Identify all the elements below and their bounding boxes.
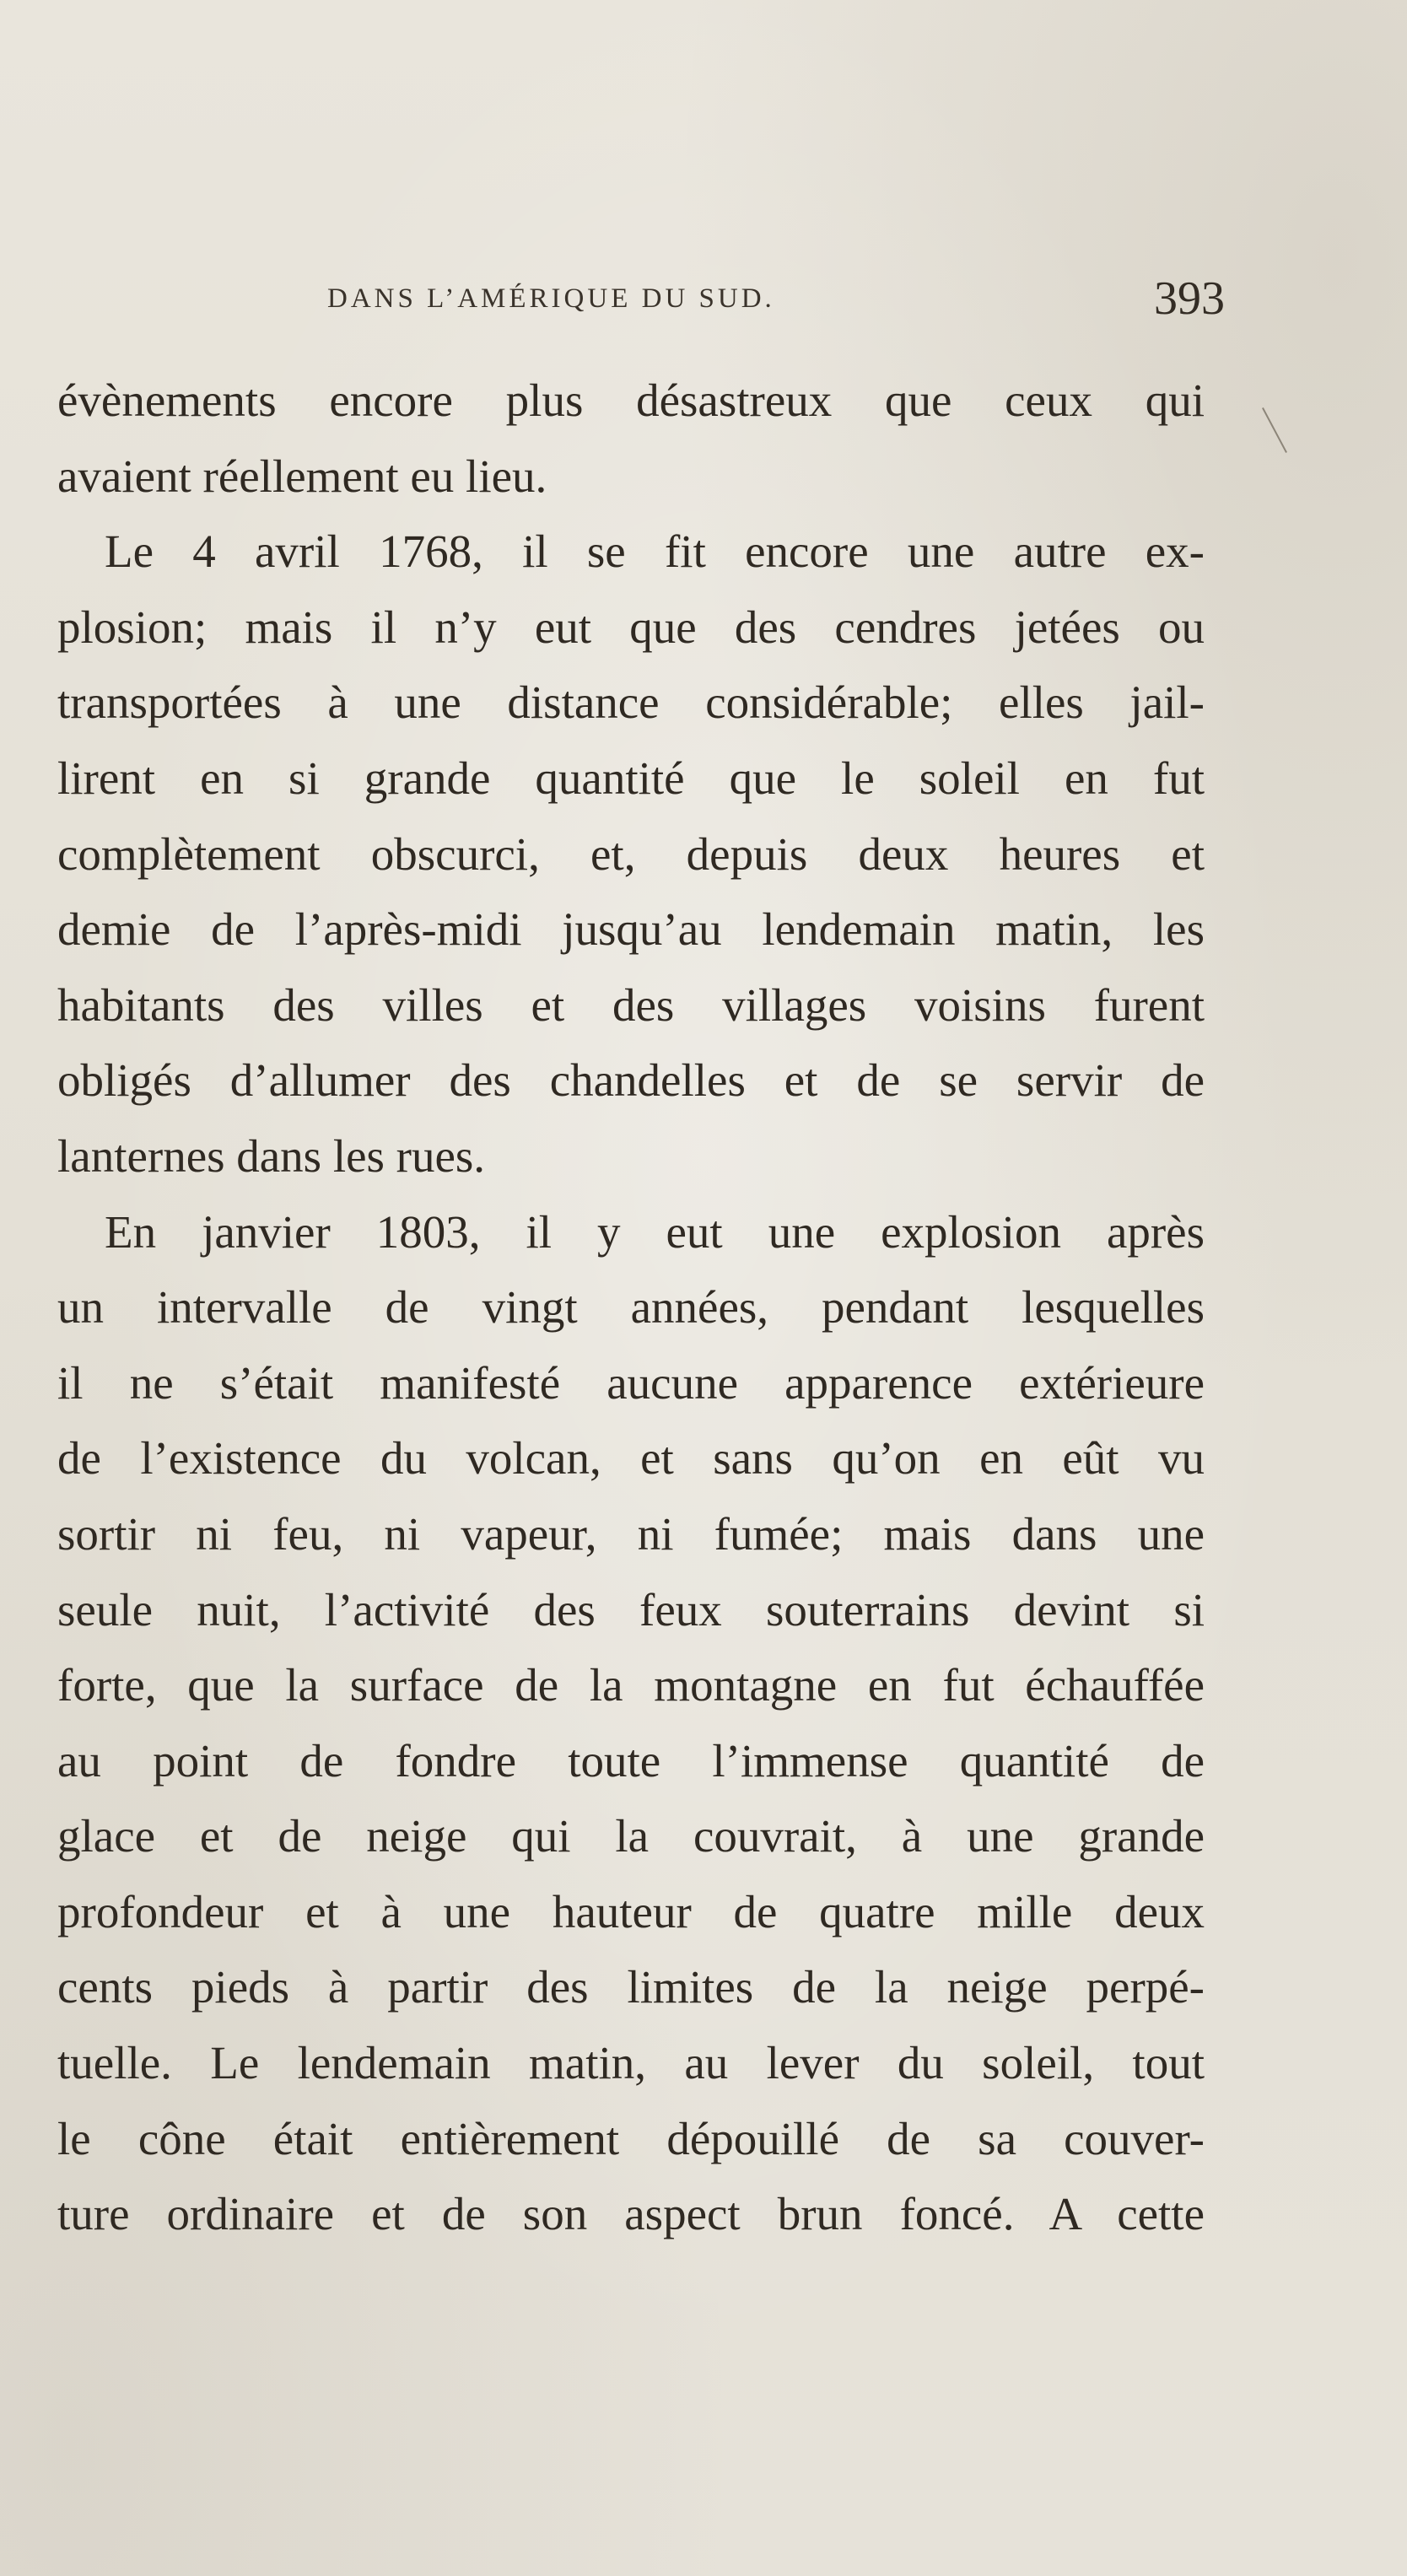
- text-line: seule nuit, l’activité des feux souterrains devint si: [57, 1583, 1205, 1636]
- text-line: évènements encore plus désastreux que ceux qui: [57, 375, 1205, 426]
- text-line: demie de l’après-midi jusqu’au lendemain matin, les: [57, 903, 1205, 956]
- text-line: il ne s’était manifesté aucune apparence extérieure: [57, 1356, 1205, 1409]
- text-line: glace et de neige qui la couvrait, à une grande: [57, 1810, 1205, 1862]
- ink-mark: [1262, 407, 1287, 453]
- text-line: profondeur et à une hauteur de quatre mille deux: [57, 1885, 1205, 1937]
- text-line: forte, que la surface de la montagne en fut échauffée: [57, 1659, 1205, 1711]
- text-line: transportées à une distance considérable; elles jail-: [57, 676, 1205, 729]
- text-line: avaient réellement eu lieu.: [57, 450, 547, 502]
- text-line: cents pieds à partir des limites de la neige perpé-: [57, 1961, 1205, 2013]
- text-line: obligés d’allumer des chandelles et de se servir de: [57, 1054, 1205, 1107]
- paragraph-first-line: Le 4 avril 1768, il se fit encore une autre ex-: [105, 525, 1205, 578]
- text-line: lirent en si grande quantité que le soleil en fut: [57, 752, 1205, 804]
- text-line: le cône était entièrement dépouillé de sa couver-: [57, 2112, 1205, 2164]
- body-text: [57, 363, 1205, 2252]
- text-line: habitants des villes et des villages voisins furent: [57, 978, 1205, 1031]
- text-line: de l’existence du volcan, et sans qu’on en eût vu: [57, 1432, 1205, 1485]
- page-number: 393: [1154, 272, 1225, 325]
- text-line: lanternes dans les rues.: [57, 1129, 486, 1182]
- running-head: [57, 272, 1225, 331]
- text-line: un intervalle de vingt années, pendant lesquelles: [57, 1281, 1205, 1334]
- paragraph-first-line: En janvier 1803, il y eut une explosion après: [105, 1205, 1205, 1258]
- text-line: ture ordinaire et de son aspect brun foncé. A cette: [57, 2188, 1205, 2240]
- text-line: plosion; mais il n’y eut que des cendres jetées ou: [57, 601, 1205, 653]
- text-line: au point de fondre toute l’immense quantité de: [57, 1734, 1205, 1786]
- running-title: DANS L’AMÉRIQUE DU SUD.: [327, 283, 775, 314]
- text-line: tuelle. Le lendemain matin, au lever du soleil, tout: [57, 2037, 1205, 2089]
- text-line: complètement obscurci, et, depuis deux heures et: [57, 827, 1205, 880]
- text-line: sortir ni feu, ni vapeur, ni fumée; mais dans une: [57, 1507, 1205, 1560]
